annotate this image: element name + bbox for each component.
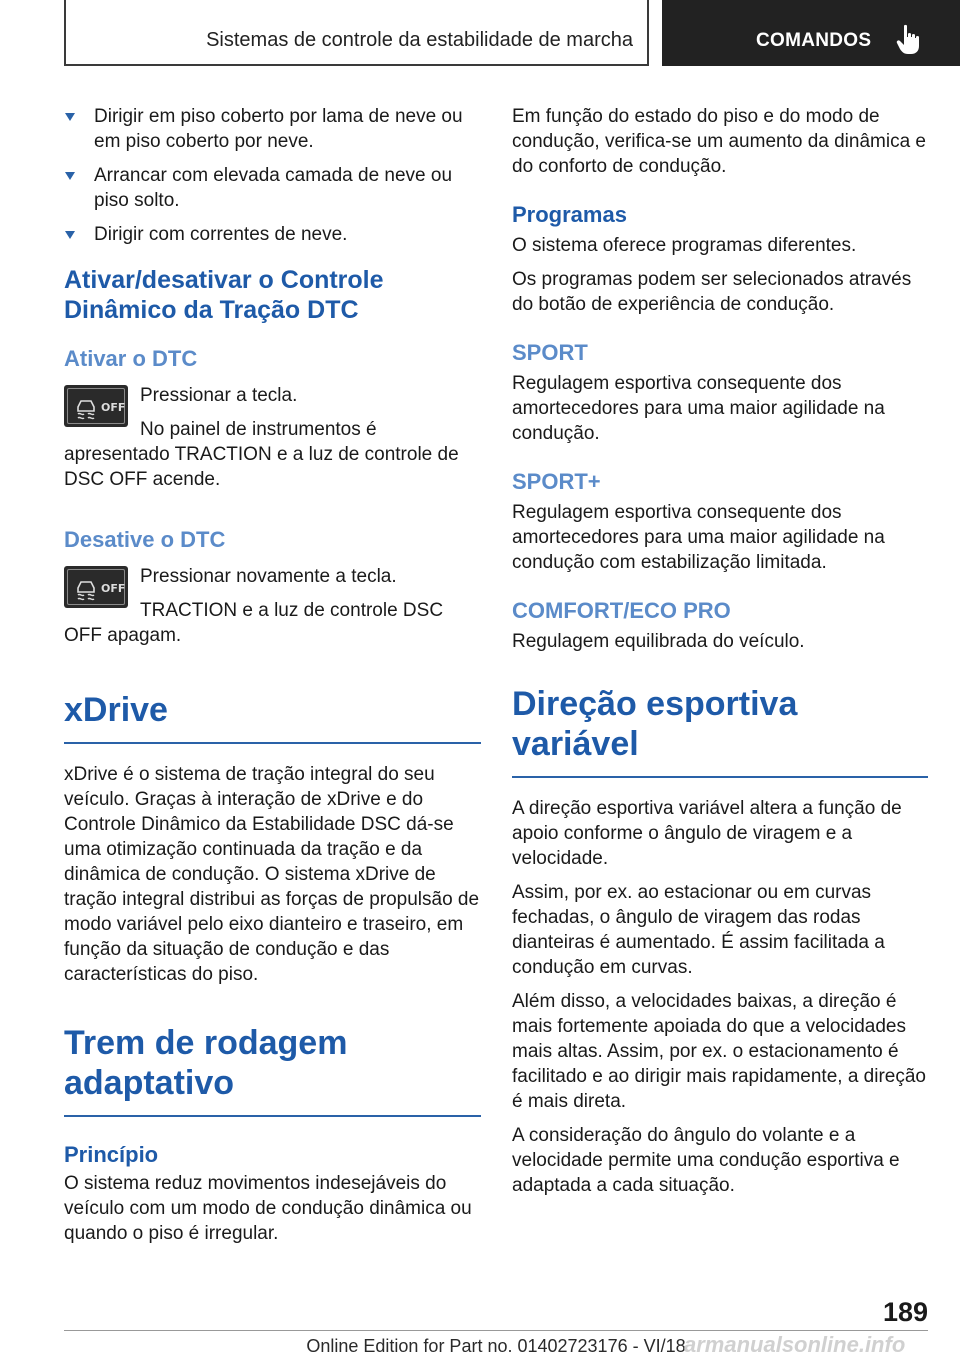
deactivate-dtc-block bbox=[64, 564, 481, 648]
right-column bbox=[512, 104, 928, 1198]
activate-result: No painel de instrumentos é apresentado TRACTION e a luz de controle de DSC OFF acende. bbox=[64, 419, 459, 490]
direcao-p2: Assim, por ex. ao estacionar ou em curvas fechadas, o ângulo de viragem das rodas dianteiras é aumentado. É assim facilitada a condução em curvas. bbox=[512, 882, 885, 978]
header-section-box bbox=[64, 0, 649, 66]
bullet-triangle-icon bbox=[65, 231, 75, 239]
programas-p1: O sistema oferece programas diferentes. bbox=[512, 235, 857, 256]
page-number: 189 bbox=[882, 1297, 928, 1327]
chapter-label: COMANDOS bbox=[756, 30, 872, 51]
footer-divider bbox=[64, 1330, 928, 1331]
bullet-triangle-icon bbox=[65, 113, 75, 121]
dtc-button-icon bbox=[64, 385, 128, 427]
comfort-text: Regulagem equilibrada do veículo. bbox=[512, 631, 805, 652]
dtc-heading: Ativar/desativar o Controle Dinâmico da Tração DTC bbox=[64, 266, 384, 324]
trem-heading: Trem de rodagem adaptativo bbox=[64, 1023, 481, 1117]
principio-text: O sistema reduz movimentos indesejáveis do veículo com um modo de condução dinâmica ou quando o piso é irregular. bbox=[64, 1173, 472, 1244]
traction-car-icon bbox=[74, 577, 98, 601]
off-label: OFF bbox=[101, 401, 126, 414]
bullet-triangle-icon bbox=[65, 172, 75, 180]
activate-dtc-heading: Ativar o DTC bbox=[64, 346, 198, 371]
section-title: Sistemas de controle da estabilidade de marcha bbox=[206, 29, 633, 51]
deactivate-step: Pressionar novamente a tecla. bbox=[140, 566, 397, 587]
sport-plus-heading: SPORT+ bbox=[512, 469, 601, 494]
traction-car-icon bbox=[74, 396, 98, 420]
header-chapter-tab[interactable] bbox=[662, 0, 960, 66]
list-item: Dirigir com correntes de neve. bbox=[64, 222, 481, 247]
off-label: OFF bbox=[101, 582, 126, 595]
list-item: Arrancar com elevada camada de neve ou piso solto. bbox=[64, 163, 481, 213]
sport-plus-text: Regulagem esportiva consequente dos amortecedores para uma maior agilidade na condução com estabilização limitada. bbox=[512, 502, 885, 573]
direcao-p3: Além disso, a velocidades baixas, a direção é mais fortemente apoiada do que a velocidades mais altas. Assim, por ex. o estacionamento é facilitado e ao dirigir mais rapidamente, a direção é mais direta. bbox=[512, 991, 926, 1112]
dtc-button-icon bbox=[64, 566, 128, 608]
xdrive-text: xDrive é o sistema de tração integral do seu veículo. Graças à interação de xDrive e do Controle Dinâmico da Estabilidade DSC dá-se uma otimização continuada da tração e da dinâmica de condução. O sistema xDrive de tração integral distribui as forças de propulsão de modo variável pelo eixo dianteiro e traseiro, em função da situação de condução e das características do piso. bbox=[64, 764, 480, 985]
intro-text: Em função do estado do piso e do modo de condução, verifica-se um aumento da dinâmica e do conforto de condução. bbox=[512, 106, 927, 177]
direcao-p1: A direção esportiva variável altera a função de apoio conforme o ângulo de viragem e a velocidade. bbox=[512, 798, 902, 869]
edition-text: Online Edition for Part no. 01402723176 - VI/18 bbox=[306, 1336, 686, 1356]
programas-heading: Programas bbox=[512, 202, 627, 227]
principio-heading: Princípio bbox=[64, 1142, 159, 1167]
direcao-heading: Direção esportiva variável bbox=[512, 684, 928, 778]
watermark: armanualsonline.info bbox=[684, 1332, 906, 1357]
programas-p2: Os programas podem ser selecionados através do botão de experiência de condução. bbox=[512, 269, 912, 315]
comfort-heading: COMFORT/ECO PRO bbox=[512, 598, 731, 623]
activate-dtc-block bbox=[64, 383, 481, 492]
sport-heading: SPORT bbox=[512, 340, 588, 365]
xdrive-heading: xDrive bbox=[64, 690, 481, 744]
deactivate-result: TRACTION e a luz de controle DSC OFF apagam. bbox=[64, 600, 444, 646]
left-column bbox=[64, 104, 481, 1246]
activate-step: Pressionar a tecla. bbox=[140, 385, 298, 406]
sport-text: Regulagem esportiva consequente dos amortecedores para uma maior agilidade na condução. bbox=[512, 373, 885, 444]
pointing-hand-icon bbox=[896, 24, 922, 56]
direcao-p4: A consideração do ângulo do volante e a velocidade permite uma condução esportiva e adaptada a cada situação. bbox=[512, 1125, 900, 1196]
list-item: Dirigir em piso coberto por lama de neve ou em piso coberto por neve. bbox=[64, 104, 481, 154]
deactivate-dtc-heading: Desative o DTC bbox=[64, 527, 226, 552]
